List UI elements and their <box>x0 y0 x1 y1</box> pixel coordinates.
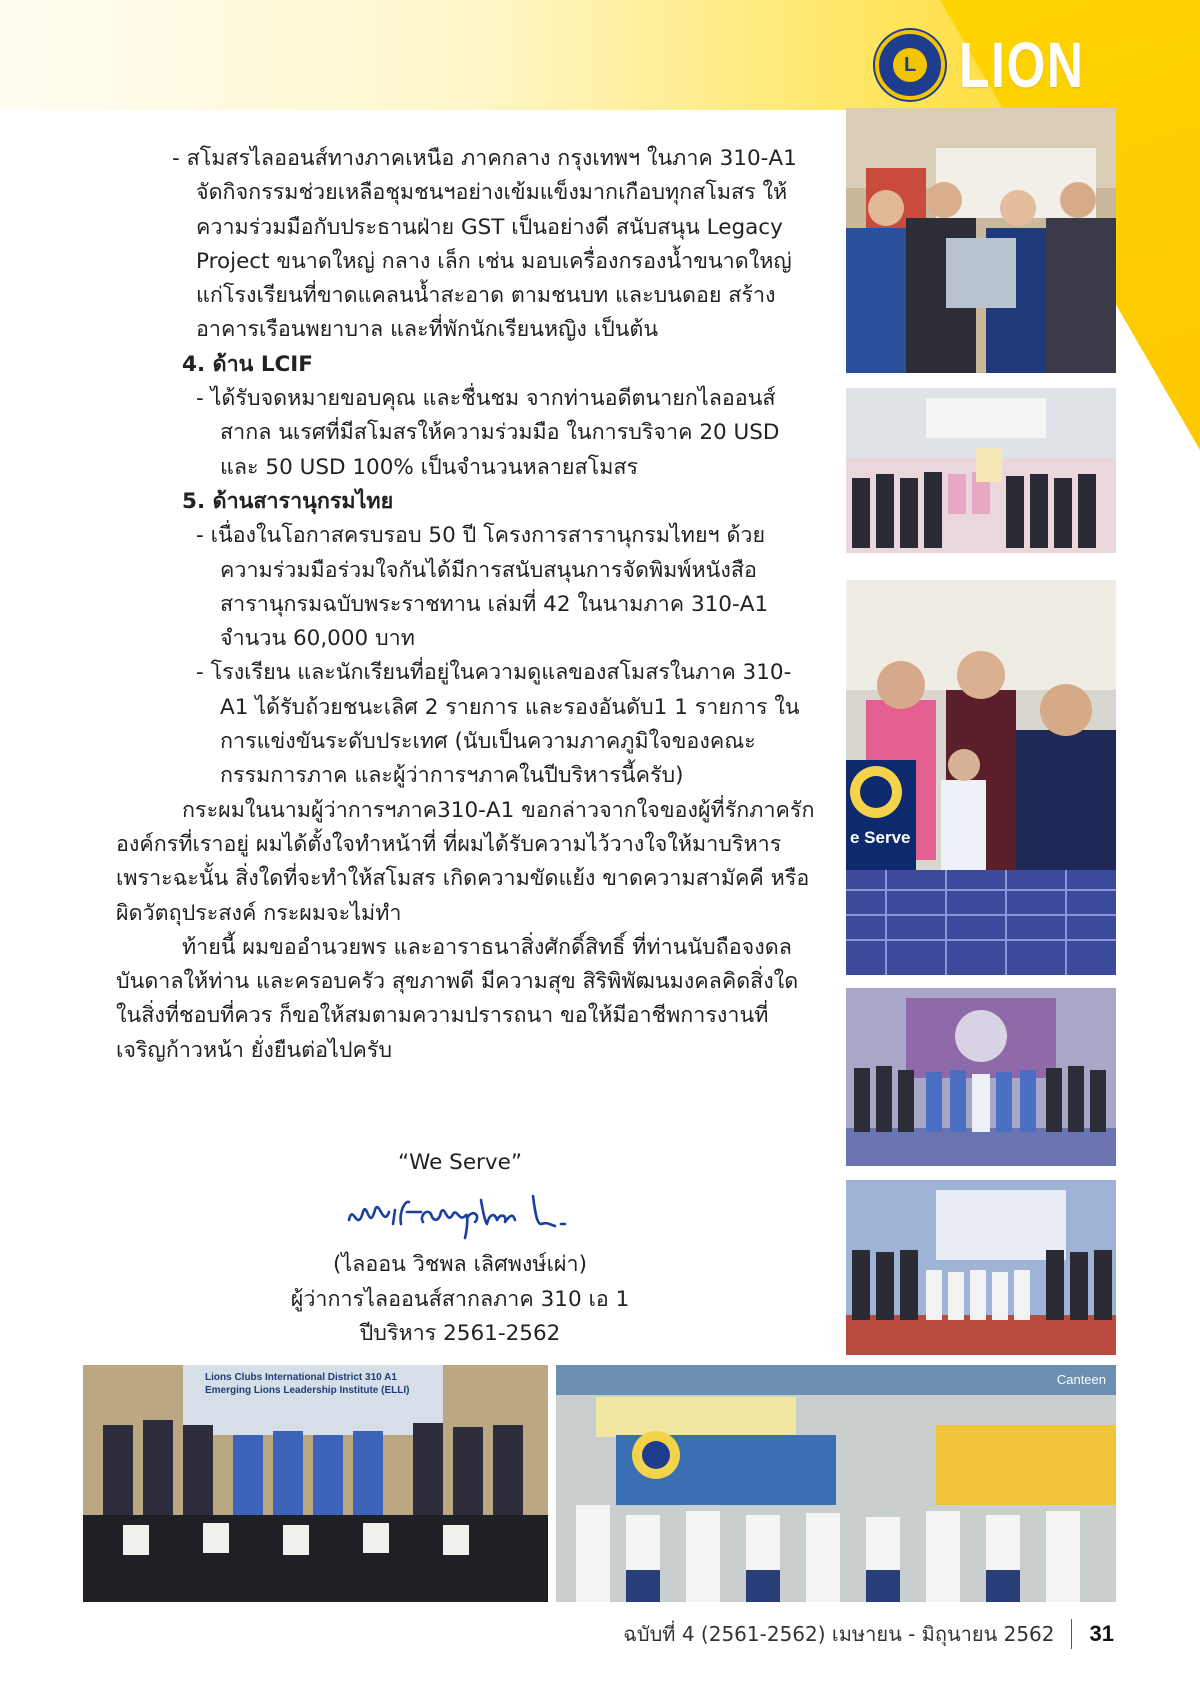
lions-emblem-icon <box>875 30 945 100</box>
article-body <box>116 142 816 1068</box>
paragraph: กระผมในนามผู้ว่าการฯภาค310-A1 ขอกล่าวจากใจของผู้ที่รักภาครักองค์กรที่เราอยู่ ผมได้ตั้งใจทำหน้าที่ ที่ผมได้รับความไว้วางใจให้มาบริหาร เพราะฉะนั้น สิ่งใดที่จะทำให้สโมสร เกิดความขัดแย้ง ขาดความสามัคคี หรือผิดวัตถุประสงค์ กระผมจะไม่ทำ <box>116 797 815 926</box>
photo-students-group <box>846 1180 1116 1355</box>
motto: “We Serve” <box>397 1150 522 1175</box>
banner-text: Lions Clubs International District 310 A1 Emerging Lions Leadership Institute (ELLI) <box>205 1372 410 1396</box>
photo-elli-group <box>83 1365 548 1602</box>
banner-text: e Serve <box>850 828 911 847</box>
photo-stage-group <box>846 988 1116 1166</box>
governor-term: ปีบริหาร 2561-2562 <box>359 1320 561 1346</box>
page-footer <box>623 1618 1114 1650</box>
paragraph-bullet: - ได้รับจดหมายขอบคุณ และชื่นชม จากท่านอดีตนายกไลออนส์สากล นเรศที่มีสโมสรให้ความร่วมมือ ในการบริจาค 20 USD และ 50 USD 100% เป็นจำนวนหลายสโมสร <box>196 386 780 480</box>
photo-award-presentation <box>846 108 1116 373</box>
banner-text: Canteen <box>1056 1372 1106 1387</box>
issue-info: ฉบับที่ 4 (2561-2562) เมษายน - มิถุนายน 2562 <box>623 1622 1055 1646</box>
handwritten-signature <box>335 1182 585 1244</box>
signature-block <box>220 1146 700 1351</box>
photo-school-visit <box>846 580 1116 975</box>
emblem-letter: L <box>893 48 927 82</box>
photo-certificate-group <box>846 388 1116 553</box>
header-logo <box>875 28 1120 102</box>
section-heading: 4. ด้าน LCIF <box>182 351 313 377</box>
brand-title: LION <box>959 29 1085 101</box>
paragraph-bullet: - โรงเรียน และนักเรียนที่อยู่ในความดูแลของสโมสรในภาค 310-A1 ได้รับถ้วยชนะเลิศ 2 รายการ และรองอันดับ1 1 รายการ ในการแข่งขันระดับประเทศ (นับเป็นความภาคภูมิใจของคณะกรรมการภาค และผู้ว่าการฯภาคในปีบริหารนี้ครับ) <box>196 660 800 789</box>
paragraph: ท้ายนี้ ผมขออำนวยพร และอาราธนาสิ่งศักดิ์สิทธิ์ ที่ท่านนับถือจงดลบันดาลให้ท่าน และครอบครัว สุขภาพดี มีความสุข สิริพิพัฒนมงคลคิดสิ่งใดในสิ่งที่ชอบที่ควร ก็ขอให้สมตามความปรารถนา ขอให้มีอาชีพการงานที่เจริญก้าวหน้า ยั่งยืนต่อไปครับ <box>116 934 799 1063</box>
page-number: 31 <box>1089 1621 1114 1646</box>
footer-divider <box>1071 1619 1072 1649</box>
governor-name: (ไลออน วิชพล เลิศพงษ์เผ่า) <box>332 1252 587 1278</box>
governor-title: ผู้ว่าการไลออนส์สากลภาค 310 เอ 1 <box>290 1286 630 1312</box>
section-heading: 5. ด้านสารานุกรมไทย <box>182 488 394 514</box>
paragraph-bullet: - เนื่องในโอกาสครบรอบ 50 ปี โครงการสารานุกรมไทยฯ ด้วยความร่วมมือร่วมใจกันได้มีการสนับสนุนการจัดพิมพ์หนังสือสารานุกรมฉบับพระราชทาน เล่มที่ 42 ในนามภาค 310-A1 จำนวน 60,000 บาท <box>196 523 769 652</box>
paragraph-bullet: - สโมสรไลออนส์ทางภาคเหนือ ภาคกลาง กรุงเทพฯ ในภาค 310-A1 จัดกิจกรรมช่วยเหลือชุมชนฯอย่างเข้มแข็งมากเกือบทุกสโมสร ให้ความร่วมมือกับประธานฝ่าย GST เป็นอย่างดี สนับสนุน Legacy Project ขนาดใหญ่ กลาง เล็ก เช่น มอบเครื่องกรองน้ำขนาดใหญ่ แก่โรงเรียนที่ขาดแคลนน้ำสะอาด ตามชนบท และบนดอย สร้างอาคารเรือนพยาบาล และที่พักนักเรียนหญิง เป็นต้น <box>172 146 797 343</box>
photo-school-children <box>556 1365 1116 1602</box>
